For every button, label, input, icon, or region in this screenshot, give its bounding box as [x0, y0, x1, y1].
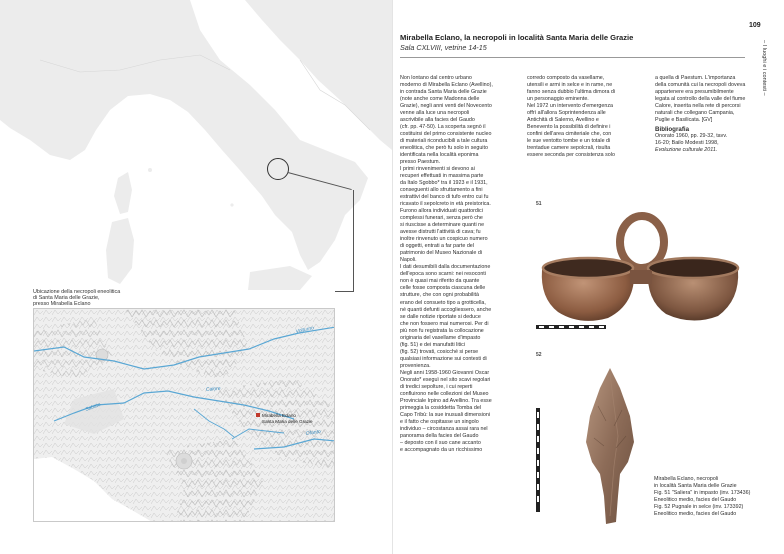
body-line: di materiali riconducibili a tale cultura [400, 138, 488, 145]
body-line: un personaggio eminente. [527, 96, 589, 103]
river-label-calore: Calore [205, 385, 221, 393]
body-line: a quella di Paestum. L'importanza [655, 75, 736, 81]
caption-line: Fig. 52 Pugnale in selce (inv. 173392) [654, 504, 744, 510]
site-label: Mirabella Eclano [262, 413, 296, 418]
body-line: confini dell'area cimiteriale che, con [527, 131, 612, 138]
body-line: panorama della facies del Gaudo [400, 432, 479, 439]
flint-dagger-photo [580, 366, 640, 526]
body-line: I primi rinvenimenti si devono ai [400, 166, 475, 173]
page-number: 109 [749, 22, 761, 29]
caption-line: Fig. 51 "Saliera" in impasto (inv. 173436) [654, 490, 751, 496]
body-line: essere seconda per consistenza solo [527, 152, 615, 159]
bibliography-line: Onorato 1960, pp. 29-32, tavv. [655, 133, 728, 140]
body-line: Grazie), negli anni venti del Novecento [400, 103, 492, 110]
article-subtitle: Sala CXLVIII, vetrine 14-15 [400, 43, 487, 52]
article-title: Mirabella Eclano, la necropoli in località Santa Maria delle Grazie [400, 33, 634, 42]
map-caption [33, 289, 120, 308]
caption-line: in località Santa Maria delle Grazie [654, 483, 737, 489]
body-line: utensili e armi in selce e in rame, ne [527, 82, 613, 89]
body-line: trentadue camere sepolcrali, risulta [527, 145, 611, 152]
body-line: recuperi effettuati in massima parte [400, 173, 484, 180]
body-line: individuo – circostanza assai rara nel [400, 425, 488, 432]
body-line: si riuscisse a determinare quanti ne [400, 222, 485, 229]
body-line: che non fossero mai numerosi. Per di [400, 320, 489, 327]
body-line: non è quasi mai riferito da quante [400, 278, 480, 285]
body-line: Negli anni 1958-1960 Giovanni Oscar [400, 369, 490, 376]
body-line: – deposto con il suo cane accanto [400, 439, 481, 446]
bibliography-line: Evoluzione culturale 2011. [655, 147, 718, 154]
body-line: complessi funerari, senza però che [400, 215, 483, 222]
body-line: naturali che collegano Campania, [655, 110, 735, 117]
body-line: strutture, che con ogni probabilità [400, 292, 480, 299]
connector-line [335, 291, 354, 292]
body-line: inoltre rinvenuto un cospicuo numero [400, 236, 488, 243]
body-line: dell'epoca sono scarni: nei resoconti [400, 271, 486, 278]
figure-caption [654, 476, 750, 518]
bibliography-heading: Bibliografia [655, 126, 690, 134]
scale-bar [536, 323, 606, 330]
body-line: appartenere era presumibilmente [655, 89, 734, 96]
body-line: (fig. 52) trovati, cosicché si perse [400, 348, 479, 355]
body-line: Puglie e Basilicata. [GV] [655, 117, 713, 124]
body-line: costituirsi del primo consistente nucleo [400, 131, 492, 138]
map-caption-line: Ubicazione della necropoli eneolitica [33, 289, 121, 295]
location-marker-circle [267, 158, 289, 180]
figure-52-number: 52 [536, 352, 542, 358]
figure-51-number: 51 [536, 201, 542, 207]
body-line: Onorato* eseguì nel sito scavi regolari [400, 376, 491, 383]
river-label-sabato: Sabato [84, 401, 102, 413]
body-line: più non fu registrata la collocazione [400, 327, 484, 334]
site-label: Santa Maria delle Grazie [262, 419, 313, 424]
body-line: Calore, inserita nella rete di percorsi [655, 103, 741, 110]
body-line: da Italo Sgobbo* tra il 1923 e il 1931, [400, 180, 488, 187]
body-line: confluirono nelle collezioni del Museo [400, 390, 489, 397]
body-line: offrì all'allora Soprintendenza alle [527, 110, 606, 117]
text-column-2 [527, 75, 647, 159]
body-line: Napoli. [400, 257, 417, 264]
body-line: e il fatto che ospitasse un singolo [400, 418, 479, 425]
scale-bar [534, 408, 542, 512]
caption-line: Eneolitico medio, facies del Gaudo [654, 511, 737, 517]
body-line: corredo composto da vasellame, [527, 75, 605, 81]
body-line: (fig. 51) e dei manufatti litici [400, 341, 466, 348]
body-line: Nel 1972 un intervento d'emergenza [527, 103, 613, 110]
body-line: I dati desumibili dalla documentazione [400, 264, 491, 271]
title-rule [400, 57, 745, 58]
body-line: provenienza. [400, 362, 431, 369]
body-line: celle fosse composta ciascuna delle [400, 285, 486, 292]
connector-line [353, 190, 354, 292]
bibliography-line: 16-20; Bailo Modesti 1998, [655, 140, 719, 147]
body-line: conseguenti allo sfruttamento a fini [400, 187, 483, 194]
map-caption-line: di Santa Maria delle Grazie, [33, 295, 100, 302]
body-line: primeggia la cosiddetta Tomba del [400, 404, 481, 411]
body-line: originaria del vasellame d'impasto [400, 334, 481, 341]
body-line: presso Paestum. [400, 159, 441, 166]
body-line: (cfr. pp. 47-50). La scoperta segnò il [400, 124, 486, 131]
map-caption-line: presso Mirabella Eclano [33, 301, 91, 308]
page-gutter [392, 0, 393, 554]
body-line: le sue ventotto tombe e un totale di [527, 138, 611, 145]
body-line: se dalle notizie riportate si deduce [400, 313, 481, 320]
body-line: della comunità cui la necropoli doveva [655, 82, 746, 89]
body-line: patrimonio del Museo Nazionale di [400, 250, 482, 257]
body-line: in contrada Santa Maria delle Grazie [400, 89, 487, 96]
body-line: Benevento la possibilità di definire i [527, 124, 611, 131]
relief-map [33, 308, 335, 522]
body-line: Provinciale Irpino ad Avellino. Tra esse [400, 397, 492, 404]
saliera-vessel-photo [536, 208, 744, 332]
body-line: ricavato il sepolcreto in età preistorica. [400, 201, 491, 208]
body-line: di tredici sepolture, i cui reperti [400, 383, 473, 390]
river-label-volturno: Volturno [295, 325, 315, 335]
river-label-ofanto: Ofanto [305, 428, 322, 437]
italy-outline-map [0, 0, 392, 290]
body-line: Furono allora individuati quattordici [400, 208, 483, 215]
section-side-tab-label: – I luoghi e i contesti – [761, 40, 767, 96]
body-line: venne alla luce una necropoli [400, 110, 470, 117]
caption-line: Eneolitico medio, facies del Gaudo [654, 497, 737, 503]
body-line: di oggetti, entrati a far parte del [400, 243, 474, 250]
body-line: moderno di Mirabella Eclano (Avellino), [400, 82, 493, 89]
body-line: erano del consueto tipo a grotticella, [400, 299, 486, 306]
body-line: legata al controllo della valle del fiume [655, 96, 746, 103]
section-side-tab [759, 40, 767, 126]
body-line: Capo Tribù: la sue inusuali dimensioni [400, 411, 491, 418]
body-line: (note anche come Madonna delle [400, 96, 480, 103]
body-line: eneolitica, che però fu solo in seguito [400, 145, 488, 152]
body-line: identificata nella località eponima [400, 152, 479, 159]
text-column-3 [655, 75, 755, 154]
text-column-1 [400, 75, 520, 454]
body-line: ascrivibile alla facies del Gaudo [400, 117, 475, 124]
body-line: Non lontano dal centro urbano [400, 75, 472, 81]
body-line: estrattivi del banco di tufo entro cui fu [400, 194, 489, 201]
body-line: né quanti defunti accogliessero, anche [400, 306, 492, 313]
body-line: avesse distrutti l'attività di cava; fu [400, 229, 481, 236]
body-line: fanno senza dubbio l'ultima dimora di [527, 89, 616, 96]
body-line: e accompagnato da un ricchissimo [400, 446, 483, 453]
caption-line: Mirabella Eclano, necropoli [654, 476, 719, 482]
body-line: Antichità di Salerno, Avellino e [527, 117, 599, 124]
body-line: qualsiasi informazione sui contesti di [400, 355, 487, 362]
